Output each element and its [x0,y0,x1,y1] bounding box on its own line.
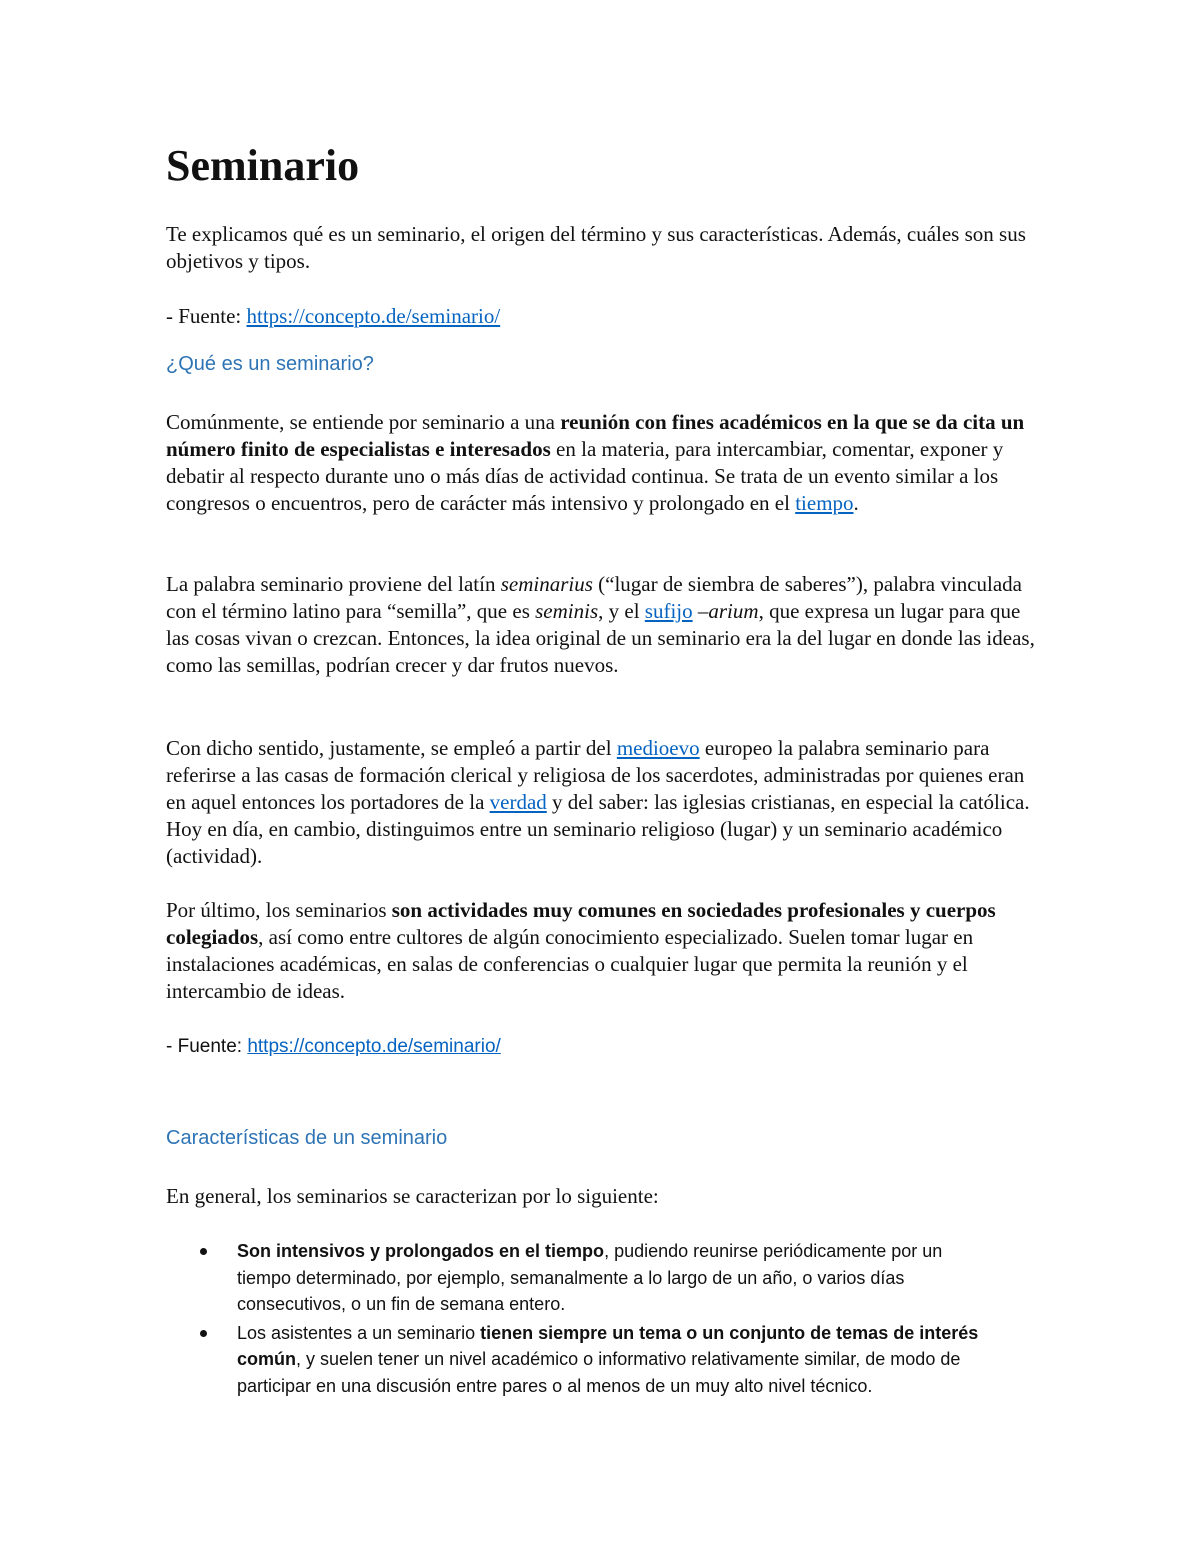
text-span: (“lugar de siembra de saberes”), palabra vinculada con el término latino para “semilla”, que es [166,572,1023,623]
italic-span: seminarius [500,572,593,596]
source-line-2 [166,1033,1036,1060]
text-span: . [853,491,859,515]
text-span: , y el [598,599,645,623]
bullet-icon [200,1248,207,1255]
source-line-1 [166,303,1036,330]
bold-span: reunión con fines académicos en la que se da cita un número finito de especialistas e interesados [166,410,1025,461]
section-heading-que-es: ¿Qué es un seminario? [166,353,374,375]
bold-span: son actividades muy comunes en sociedades profesionales y cuerpos colegiados [166,898,996,949]
source-prefix: - Fuente: [166,1036,248,1057]
link-tiempo[interactable]: tiempo [795,491,854,515]
text-span: , así como entre cultores de algún conocimiento especializado. Suelen tomar lugar en instalaciones académicas, en salas de conferencias o cualquier lugar que permita la reunión y el intercambio de ideas. [166,925,974,1003]
text-span: , y suelen tener un nivel académico o informativo relativamente similar, de modo de participar en una discusión entre pares o al menos de un muy alto nivel técnico. [237,1349,961,1396]
text-span: , pudiendo reunirse periódicamente por un tiempo determinado, por ejemplo, semanalmente a lo largo de un año, o varios días consecutivos, o un fin de semana entero. [237,1241,943,1314]
source-link[interactable]: https://concepto.de/seminario/ [247,1036,501,1057]
text-span: La palabra seminario proviene del latín [166,572,501,596]
list-item [166,1320,997,1400]
text-span: Por último, los seminarios [166,898,392,922]
characteristics-list [166,1238,1036,1401]
source-prefix: - Fuente: [166,304,247,328]
text-span: Los asistentes a un seminario [237,1322,481,1343]
link-medioevo[interactable]: medioevo [616,736,700,760]
list-item [166,1238,997,1318]
text-span: en la materia, para intercambiar, comentar, exponer y debatir al respecto durante uno o más días de actividad continua. Se trata de un evento similar a los congresos o encuentros, pero de carácter más intensivo y prolongado en el [166,437,1004,515]
italic-span: seminis [535,599,599,623]
bold-span: Son intensivos y prolongados en el tiempo [237,1241,605,1261]
intro-paragraph: Te explicamos qué es un seminario, el origen del término y sus características. Además, cuáles son sus objetivos y tipos. [166,222,1026,273]
paragraph-definition [166,409,1036,517]
text-span: europeo la palabra seminario para referirse a las casas de formación clerical y religiosa de los sacerdotes, administradas por quienes eran en aquel entonces los portadores de la [166,736,1025,814]
section-heading-caracteristicas: Características de un seminario [166,1127,448,1149]
italic-span: arium [708,599,759,623]
text-span: Con dicho sentido, justamente, se empleó a partir del [166,736,617,760]
paragraph-general: En general, los seminarios se caracterizan por lo siguiente: [166,1184,659,1208]
link-verdad[interactable]: verdad [489,790,547,814]
text-span: y del saber: las iglesias cristianas, en especial la católica. Hoy en día, en cambio, distinguimos entre un seminario religioso (lugar) y un seminario académico (actividad). [166,790,1030,868]
text-span: , que expresa un lugar para que las cosas vivan o crezcan. Entonces, la idea original de un seminario era la del lugar en donde las ideas, como las semillas, podrían crecer y dar frutos nuevos. [166,599,1035,677]
text-span: – [692,599,709,623]
paragraph-etymology [166,571,1036,679]
paragraph-medieval [166,735,1036,870]
bold-span: tienen siempre un tema o un conjunto de temas de interés común [237,1322,979,1369]
paragraph-professional [166,897,1036,1005]
bullet-icon [200,1330,207,1337]
page-title: Seminario [166,141,360,190]
text-span: Comúnmente, se entiende por seminario a una [166,410,561,434]
link-sufijo[interactable]: sufijo [644,599,693,623]
source-link[interactable]: https://concepto.de/seminario/ [246,304,501,328]
